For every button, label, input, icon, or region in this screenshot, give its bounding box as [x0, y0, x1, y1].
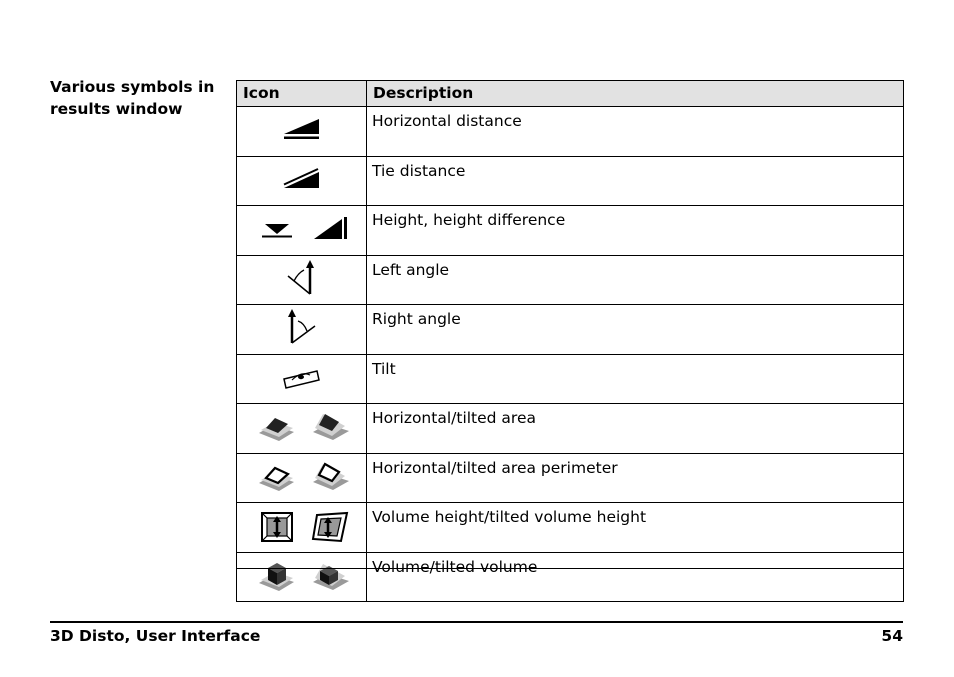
- description-cell: Height, height difference: [367, 206, 904, 256]
- icon-cell: [237, 156, 367, 206]
- tilted-area-perimeter-icon: [313, 464, 349, 490]
- description-cell: Volume/tilted volume: [367, 552, 904, 602]
- horizontal-distance-icon: [237, 107, 365, 151]
- description-cell: Horizontal distance: [367, 107, 904, 157]
- icon-cell: [237, 503, 367, 553]
- icon-cell: [237, 206, 367, 256]
- table-header-row: [237, 81, 904, 107]
- icon-cell: [237, 552, 367, 602]
- tie-distance-icon: [237, 157, 365, 201]
- footer-divider: [50, 621, 903, 623]
- table-row: [237, 503, 904, 553]
- tilted-volume-height-icon: [313, 513, 347, 541]
- volume-height-icon: [262, 513, 292, 541]
- table-row: [237, 156, 904, 206]
- icon-cell: [237, 354, 367, 404]
- section-end-divider: [236, 568, 903, 569]
- icon-cell: [237, 404, 367, 454]
- symbols-table: [236, 80, 904, 602]
- description-column-header: Description: [367, 81, 904, 107]
- horizontal-area-icon: [259, 418, 294, 441]
- description-cell: Right angle: [367, 305, 904, 355]
- icon-cell: [237, 255, 367, 305]
- description-cell: Horizontal/tilted area perimeter: [367, 453, 904, 503]
- table-row: [237, 107, 904, 157]
- height-difference-icon: [314, 217, 347, 239]
- icon-column-header: Icon: [237, 81, 367, 107]
- table-row: [237, 404, 904, 454]
- table-row: [237, 552, 904, 602]
- right-angle-icon: [237, 305, 365, 349]
- table-row: [237, 453, 904, 503]
- left-angle-icon: [237, 256, 365, 300]
- description-cell: Volume height/tilted volume height: [367, 503, 904, 553]
- section-heading: Various symbols in results window: [50, 78, 215, 118]
- description-cell: Tie distance: [367, 156, 904, 206]
- footer-title: 3D Disto, User Interface: [50, 627, 261, 645]
- tilt-icon: [237, 355, 365, 399]
- icon-cell: [237, 107, 367, 157]
- table-row: [237, 255, 904, 305]
- description-cell: Tilt: [367, 354, 904, 404]
- icon-cell: [237, 453, 367, 503]
- page-number: 54: [881, 627, 903, 645]
- icon-cell: [237, 305, 367, 355]
- height-icon: [262, 224, 292, 238]
- tilted-area-icon: [313, 414, 349, 440]
- description-cell: Left angle: [367, 255, 904, 305]
- table-row: [237, 206, 904, 256]
- table-row: [237, 305, 904, 355]
- volume-icon: [259, 563, 294, 591]
- table-row: [237, 354, 904, 404]
- description-cell: Horizontal/tilted area: [367, 404, 904, 454]
- horizontal-area-perimeter-icon: [259, 468, 294, 491]
